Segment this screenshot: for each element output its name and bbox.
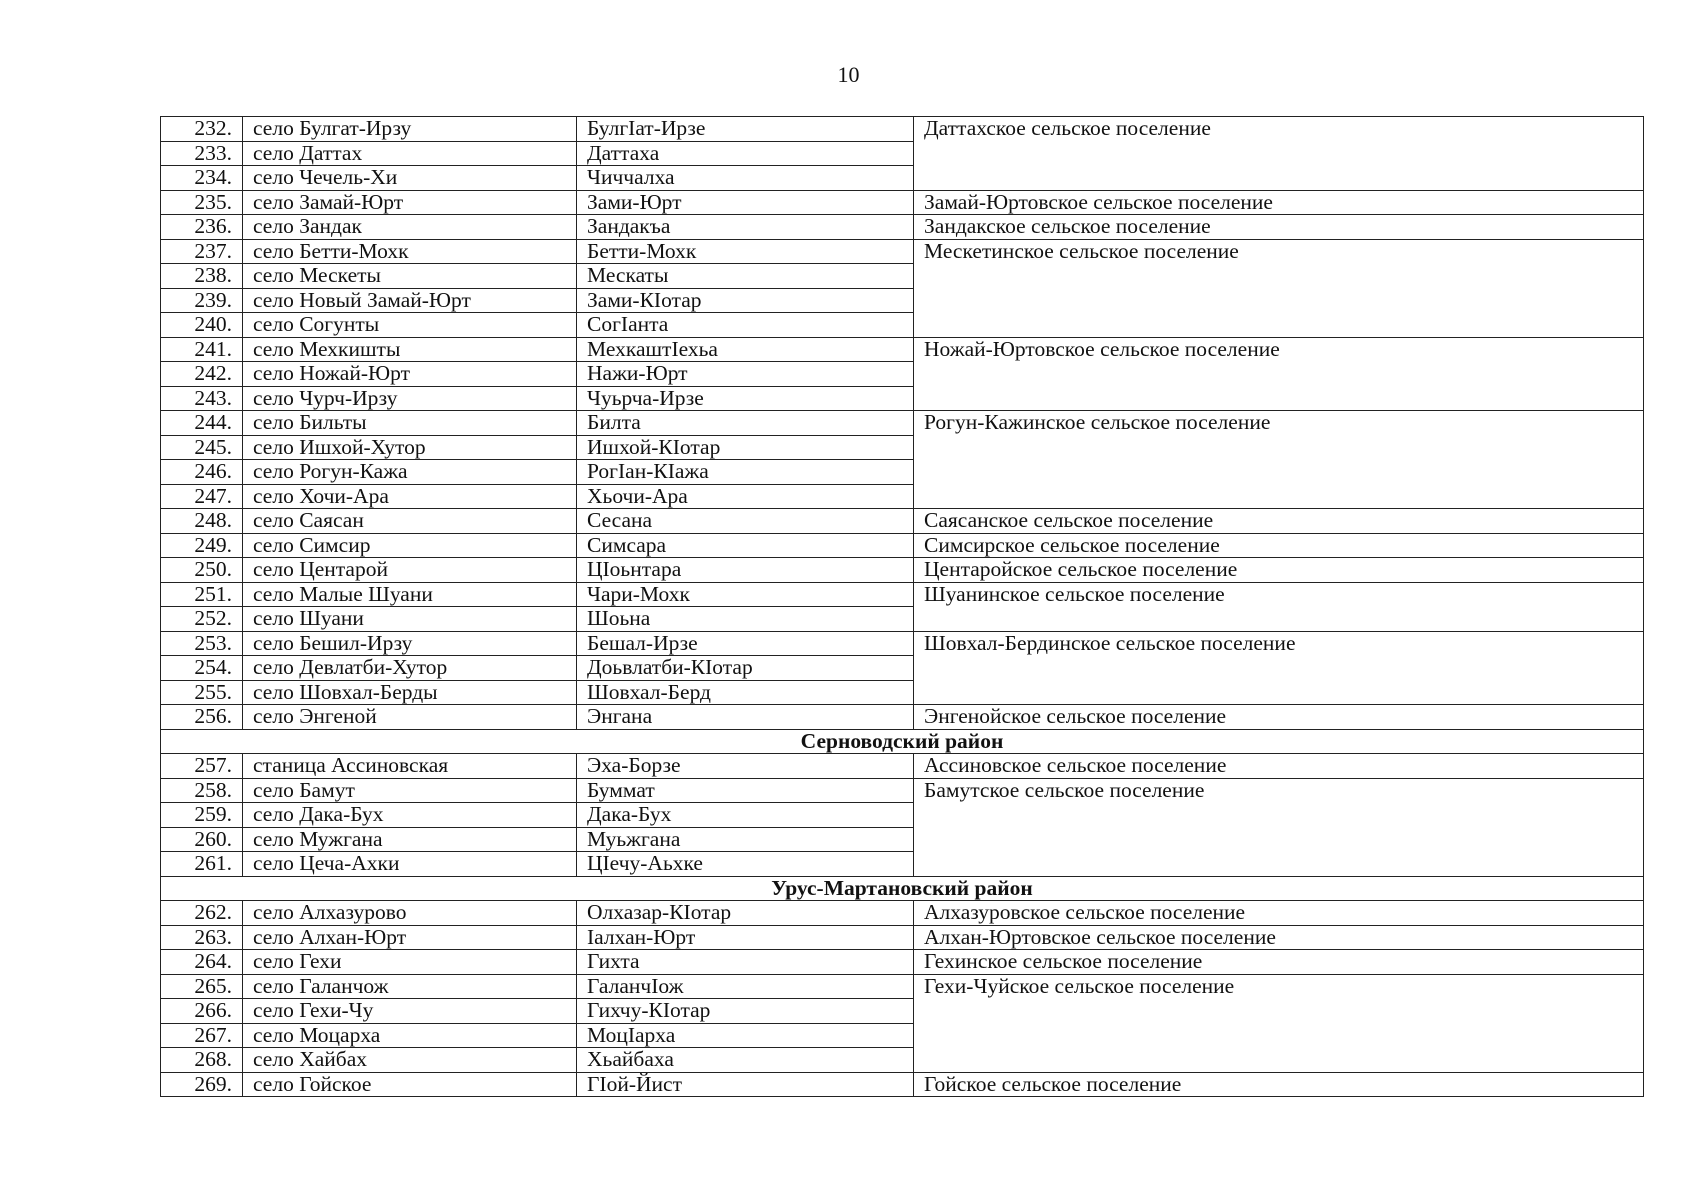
settlement-name: Ножай-Юртовское сельское поселение [914, 337, 1644, 411]
row-number: 247. [161, 484, 243, 509]
locality-name: село Центарой [243, 558, 577, 583]
row-number: 268. [161, 1048, 243, 1073]
row-number: 246. [161, 460, 243, 485]
row-number: 253. [161, 631, 243, 656]
row-number: 258. [161, 778, 243, 803]
row-number: 240. [161, 313, 243, 338]
locality-name: село Бамут [243, 778, 577, 803]
row-number: 260. [161, 827, 243, 852]
locality-name: село Согунты [243, 313, 577, 338]
native-name: Шовхал-Берд [577, 680, 914, 705]
table-row [161, 754, 1644, 779]
row-number: 245. [161, 435, 243, 460]
native-name: Симсара [577, 533, 914, 558]
native-name: ГIой-Йист [577, 1072, 914, 1097]
row-number: 236. [161, 215, 243, 240]
locality-name: село Чечель-Хи [243, 166, 577, 191]
row-number: 239. [161, 288, 243, 313]
district-header-row [161, 729, 1644, 754]
settlements-table [160, 116, 1644, 1097]
table-row [161, 239, 1644, 264]
row-number: 261. [161, 852, 243, 877]
row-number: 249. [161, 533, 243, 558]
settlement-name: Бамутское сельское поселение [914, 778, 1644, 876]
locality-name: село Чурч-Ирзу [243, 386, 577, 411]
table-row [161, 778, 1644, 803]
native-name: Гихчу-КIотар [577, 999, 914, 1024]
settlement-name: Центаройское сельское поселение [914, 558, 1644, 583]
native-name: БулгIат-Ирзе [577, 117, 914, 142]
settlement-name: Гехинское сельское поселение [914, 950, 1644, 975]
native-name: Зандакъа [577, 215, 914, 240]
native-name: Муьжгана [577, 827, 914, 852]
settlement-name: Симсирское сельское поселение [914, 533, 1644, 558]
locality-name: село Шовхал-Берды [243, 680, 577, 705]
row-number: 255. [161, 680, 243, 705]
locality-name: село Саясан [243, 509, 577, 534]
district-title: Серноводский район [161, 729, 1644, 754]
row-number: 235. [161, 190, 243, 215]
row-number: 267. [161, 1023, 243, 1048]
native-name: ГаланчIож [577, 974, 914, 999]
locality-name: село Булгат-Ирзу [243, 117, 577, 142]
native-name: Олхазар-КIотар [577, 901, 914, 926]
locality-name: село Моцарха [243, 1023, 577, 1048]
row-number: 263. [161, 925, 243, 950]
locality-name: село Мехкишты [243, 337, 577, 362]
locality-name: село Девлатби-Хутор [243, 656, 577, 681]
row-number: 234. [161, 166, 243, 191]
settlement-name: Алхан-Юртовское сельское поселение [914, 925, 1644, 950]
native-name: Дака-Бух [577, 803, 914, 828]
locality-name: село Зандак [243, 215, 577, 240]
district-header-row [161, 876, 1644, 901]
table-row [161, 901, 1644, 926]
locality-name: село Замай-Юрт [243, 190, 577, 215]
native-name: Бешал-Ирзе [577, 631, 914, 656]
table-row [161, 582, 1644, 607]
locality-name: село Новый Замай-Юрт [243, 288, 577, 313]
row-number: 262. [161, 901, 243, 926]
locality-name: село Хайбах [243, 1048, 577, 1073]
table-row [161, 533, 1644, 558]
row-number: 257. [161, 754, 243, 779]
row-number: 250. [161, 558, 243, 583]
row-number: 238. [161, 264, 243, 289]
locality-name: село Дака-Бух [243, 803, 577, 828]
settlement-name: Саясанское сельское поселение [914, 509, 1644, 534]
row-number: 266. [161, 999, 243, 1024]
row-number: 251. [161, 582, 243, 607]
native-name: Сесана [577, 509, 914, 534]
native-name: Даттаха [577, 141, 914, 166]
native-name: ЦIечу-Аьхке [577, 852, 914, 877]
locality-name: село Бетти-Мохк [243, 239, 577, 264]
row-number: 241. [161, 337, 243, 362]
native-name: Доьвлатби-КIотар [577, 656, 914, 681]
native-name: Гихта [577, 950, 914, 975]
settlement-name: Алхазуровское сельское поселение [914, 901, 1644, 926]
settlement-name: Гойское сельское поселение [914, 1072, 1644, 1097]
native-name: СогIанта [577, 313, 914, 338]
native-name: Энгана [577, 705, 914, 730]
locality-name: село Мужгана [243, 827, 577, 852]
row-number: 254. [161, 656, 243, 681]
table-row [161, 337, 1644, 362]
native-name: МоцIарха [577, 1023, 914, 1048]
settlement-name: Шовхал-Бердинское сельское поселение [914, 631, 1644, 705]
row-number: 265. [161, 974, 243, 999]
native-name: Эха-Борзе [577, 754, 914, 779]
native-name: Шоьна [577, 607, 914, 632]
table-row [161, 631, 1644, 656]
native-name: Хьайбаха [577, 1048, 914, 1073]
table-row [161, 925, 1644, 950]
table-row [161, 117, 1644, 142]
locality-name: село Цеча-Ахки [243, 852, 577, 877]
native-name: Билта [577, 411, 914, 436]
locality-name: село Даттах [243, 141, 577, 166]
settlement-name: Зандакское сельское поселение [914, 215, 1644, 240]
locality-name: село Ножай-Юрт [243, 362, 577, 387]
locality-name: село Ишхой-Хутор [243, 435, 577, 460]
native-name: Хьочи-Ара [577, 484, 914, 509]
row-number: 242. [161, 362, 243, 387]
table-row [161, 705, 1644, 730]
row-number: 244. [161, 411, 243, 436]
settlement-name: Мескетинское сельское поселение [914, 239, 1644, 337]
native-name: Нажи-Юрт [577, 362, 914, 387]
settlement-name: Энгенойское сельское поселение [914, 705, 1644, 730]
native-name: Iалхан-Юрт [577, 925, 914, 950]
locality-name: село Мескеты [243, 264, 577, 289]
row-number: 252. [161, 607, 243, 632]
locality-name: село Гехи-Чу [243, 999, 577, 1024]
native-name: Бетти-Мохк [577, 239, 914, 264]
row-number: 264. [161, 950, 243, 975]
native-name: Чиччалха [577, 166, 914, 191]
row-number: 259. [161, 803, 243, 828]
locality-name: село Галанчож [243, 974, 577, 999]
native-name: МехкаштIехьа [577, 337, 914, 362]
settlement-name: Замай-Юртовское сельское поселение [914, 190, 1644, 215]
native-name: Чуьрча-Ирзе [577, 386, 914, 411]
row-number: 256. [161, 705, 243, 730]
settlement-name: Гехи-Чуйское сельское поселение [914, 974, 1644, 1072]
row-number: 233. [161, 141, 243, 166]
locality-name: село Малые Шуани [243, 582, 577, 607]
locality-name: село Симсир [243, 533, 577, 558]
row-number: 243. [161, 386, 243, 411]
row-number: 237. [161, 239, 243, 264]
table-row [161, 1072, 1644, 1097]
settlement-name: Ассиновское сельское поселение [914, 754, 1644, 779]
locality-name: село Энгеной [243, 705, 577, 730]
locality-name: село Алхазурово [243, 901, 577, 926]
native-name: РогIан-КIажа [577, 460, 914, 485]
native-name: ЦIоьнтара [577, 558, 914, 583]
locality-name: село Шуани [243, 607, 577, 632]
native-name: Ишхой-КIотар [577, 435, 914, 460]
table-row [161, 974, 1644, 999]
locality-name: село Гойское [243, 1072, 577, 1097]
table-row [161, 215, 1644, 240]
row-number: 232. [161, 117, 243, 142]
table-body [161, 117, 1644, 1097]
locality-name: село Бешил-Ирзу [243, 631, 577, 656]
native-name: Зами-КIотар [577, 288, 914, 313]
table-row [161, 558, 1644, 583]
settlement-name: Даттахское сельское поселение [914, 117, 1644, 191]
locality-name: село Бильты [243, 411, 577, 436]
native-name: Чари-Мохк [577, 582, 914, 607]
locality-name: станица Ассиновская [243, 754, 577, 779]
locality-name: село Алхан-Юрт [243, 925, 577, 950]
native-name: Буммат [577, 778, 914, 803]
row-number: 248. [161, 509, 243, 534]
table-row [161, 509, 1644, 534]
settlement-name: Рогун-Кажинское сельское поселение [914, 411, 1644, 509]
locality-name: село Гехи [243, 950, 577, 975]
table-row [161, 190, 1644, 215]
table-row [161, 411, 1644, 436]
locality-name: село Хочи-Ара [243, 484, 577, 509]
locality-name: село Рогун-Кажа [243, 460, 577, 485]
table-row [161, 950, 1644, 975]
row-number: 269. [161, 1072, 243, 1097]
district-title: Урус-Мартановский район [161, 876, 1644, 901]
page-number: 10 [837, 62, 860, 87]
settlement-name: Шуанинское сельское поселение [914, 582, 1644, 631]
native-name: Зами-Юрт [577, 190, 914, 215]
native-name: Мескаты [577, 264, 914, 289]
